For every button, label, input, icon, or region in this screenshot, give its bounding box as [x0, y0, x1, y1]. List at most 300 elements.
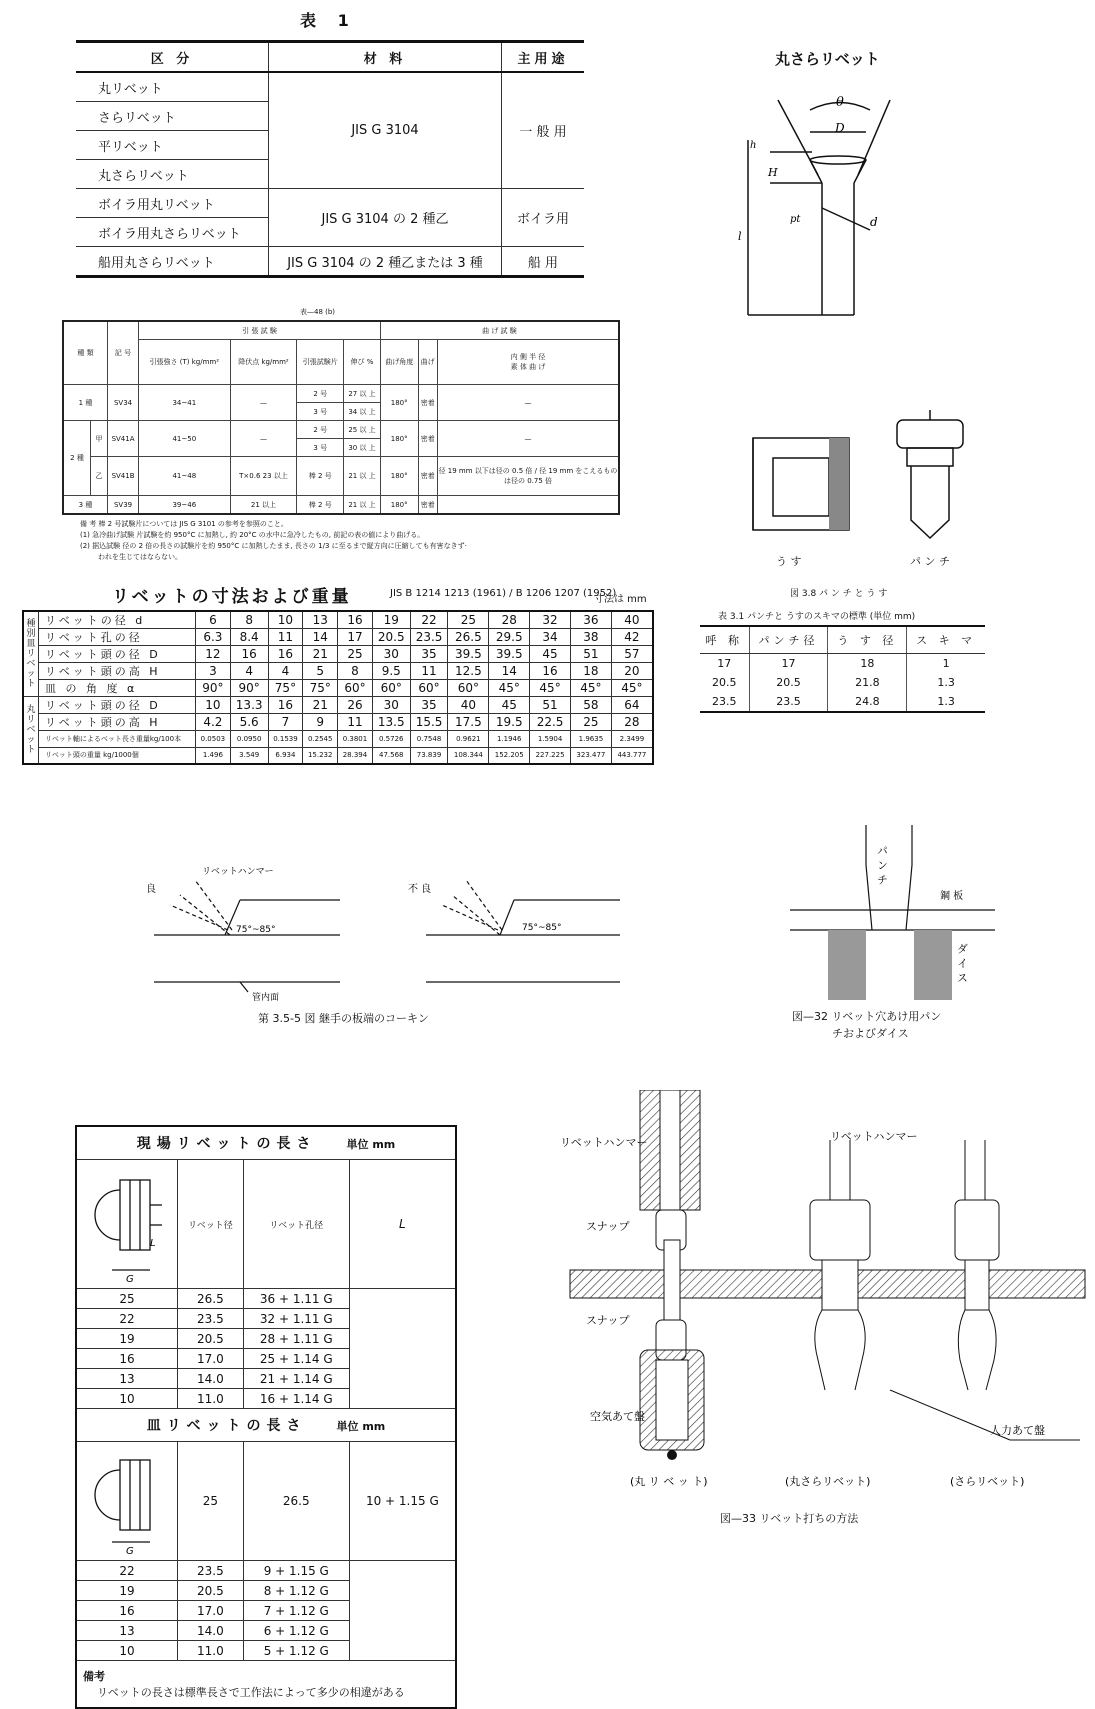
table-row: [76, 1389, 456, 1409]
label-G: G: [126, 1274, 134, 1285]
countersunk-title: 皿リベットの長さ 単位 mm: [76, 1409, 456, 1442]
table-row: [23, 611, 653, 629]
caption-countersunk: (さらリベット): [950, 1475, 1025, 1488]
table-cell: 90°: [196, 680, 231, 697]
cell: 23.5: [178, 1561, 244, 1581]
cell: 7 + 1.12 G: [243, 1601, 349, 1621]
label-punch-vert: パ ン チ: [875, 845, 889, 885]
header-nominal: 呼 称: [700, 626, 749, 654]
cell: 10 + 1.15 G: [349, 1442, 456, 1561]
table-cell: 21: [303, 646, 338, 663]
table-cell: 0.0503: [196, 731, 231, 748]
label-snap-top: スナップ: [586, 1220, 630, 1233]
punch-clearance-table: [700, 625, 985, 713]
table-cell: 25: [338, 646, 373, 663]
note-line: (1) 急冷曲げ試験 片試験を約 950°C に加熱し, 約 20°C の水中に急冷したもの, 前記の表の値により曲げる。: [80, 531, 425, 539]
label-snap-bottom: スナップ: [586, 1314, 630, 1327]
label-good: 良: [146, 884, 156, 895]
radius-cell: 径 19 mm 以下は径の 0.5 倍 / 径 19 mm をこえるものは径の 0.75 倍: [438, 457, 620, 496]
table-cell: 443.777: [611, 747, 653, 764]
cell: 17.0: [178, 1601, 244, 1621]
radius-cell: [438, 496, 620, 515]
table-cell: 22: [410, 611, 448, 629]
table-cell: 4: [268, 663, 303, 680]
cell: 6 + 1.12 G: [243, 1621, 349, 1641]
elong-cell: 21 以 上: [344, 496, 381, 515]
label-usu: う す: [776, 555, 802, 568]
table-cell: 25: [570, 714, 611, 731]
table-cell: 0.7548: [410, 731, 448, 748]
cell: 20.5: [749, 673, 828, 692]
table-cell: 11: [410, 663, 448, 680]
table-cell: 19.5: [489, 714, 530, 731]
row-label: リベット頭の重量 kg/1000個: [39, 747, 196, 764]
table-cell: 45: [530, 646, 571, 663]
cell: 20.5: [178, 1581, 244, 1601]
material-cell: JIS G 3104: [269, 72, 502, 189]
cell: 16 + 1.14 G: [243, 1389, 349, 1409]
side-label: 丸リベット: [23, 697, 39, 765]
use-cell: 一 般 用: [502, 72, 585, 189]
table-cell: 16: [338, 611, 373, 629]
way-cell: 密着: [418, 496, 437, 515]
cell: 10: [76, 1641, 178, 1661]
table-cell: 11: [338, 714, 373, 731]
header-rivet-dia: リベット径: [178, 1160, 244, 1289]
cell: 32 + 1.11 G: [243, 1309, 349, 1329]
row-name: 丸さらリベット: [76, 160, 269, 189]
material-table: [76, 40, 584, 278]
table-row: [23, 697, 653, 714]
table-cell: 6.934: [268, 747, 303, 764]
header-use: 主用途: [502, 42, 585, 73]
radius-cell: —: [438, 385, 620, 421]
table-cell: 47.568: [372, 747, 410, 764]
table-cell: 35: [410, 697, 448, 714]
cell: 24.8: [828, 692, 907, 712]
spec-cell: 2 号: [297, 385, 344, 403]
table-cell: 60°: [410, 680, 448, 697]
table-cell: 13.3: [230, 697, 268, 714]
table1-title: 表 1: [300, 11, 357, 30]
label-H: H: [768, 166, 778, 179]
table-cell: 8: [338, 663, 373, 680]
bend-test-table: [62, 320, 620, 515]
table-cell: 45°: [570, 680, 611, 697]
table-cell: 13.5: [372, 714, 410, 731]
table-row: [23, 731, 653, 748]
table-cell: 16: [268, 697, 303, 714]
table-cell: 1.496: [196, 747, 231, 764]
symbol-cell: SV41B: [108, 457, 139, 496]
table-row: [76, 1309, 456, 1329]
strength-cell: 41~48: [139, 457, 230, 496]
cell: 21.8: [828, 673, 907, 692]
label-hammer-right: リベットハンマー: [830, 1130, 918, 1143]
punch-table-title: 表 3.1 パンチと うすのスキマの標準 (単位 mm): [718, 612, 916, 622]
elong-cell: 21 以 上: [344, 457, 381, 496]
remarks: 備考 リベットの長さは標準長さで工作法によって多少の相違がある: [76, 1661, 456, 1709]
label-l: l: [738, 230, 742, 243]
table-cell: 9: [303, 714, 338, 731]
table-cell: 38: [570, 629, 611, 646]
table-cell: 25: [448, 611, 489, 629]
table-row: [76, 1621, 456, 1641]
table-row: [23, 663, 653, 680]
table-cell: 19: [372, 611, 410, 629]
yield-cell: —: [230, 385, 297, 421]
h-yield: 降伏点 kg/mm²: [230, 340, 297, 385]
cell: 1.3: [907, 673, 985, 692]
table-cell: 29.5: [489, 629, 530, 646]
cell: 16: [76, 1349, 178, 1369]
label-pt: pt: [790, 214, 801, 225]
table-cell: 60°: [448, 680, 489, 697]
riveting-method-drawing: [560, 1090, 1090, 1490]
table-cell: 45: [489, 697, 530, 714]
table-cell: 4: [230, 663, 268, 680]
yield-cell: 21 以上: [230, 496, 297, 515]
round-rivet-sketch: [76, 1160, 178, 1289]
table-cell: 1.9635: [570, 731, 611, 748]
table-cell: 12.5: [448, 663, 489, 680]
row-label: リベット孔の径: [39, 629, 196, 646]
label-G2: G: [126, 1546, 134, 1557]
cell: 11.0: [178, 1641, 244, 1661]
table-cell: 36: [570, 611, 611, 629]
angle-cell: 180°: [380, 496, 418, 515]
caption-round: (丸 リ ベ ッ ト): [630, 1475, 708, 1488]
table-cell: 17.5: [448, 714, 489, 731]
countersunk-rivet-drawing: [730, 80, 920, 325]
header-punch-dia: パンチ径: [749, 626, 828, 654]
table-cell: 30: [372, 646, 410, 663]
table-cell: 17: [338, 629, 373, 646]
rivet-table-title: リベットの寸法および重量: [112, 587, 352, 607]
yield-cell: —: [230, 421, 297, 457]
h-symbol: 記 号: [108, 321, 139, 385]
strength-cell: 41~50: [139, 421, 230, 457]
table-cell: 16: [530, 663, 571, 680]
table-cell: 3.549: [230, 747, 268, 764]
table-cell: 28: [489, 611, 530, 629]
strength-cell: 39~46: [139, 496, 230, 515]
table-cell: 15.232: [303, 747, 338, 764]
spec-cell: 3 号: [297, 403, 344, 421]
cell: 13: [76, 1369, 178, 1389]
elong-cell: 25 以 上: [344, 421, 381, 439]
cell: 25: [178, 1442, 244, 1561]
table-cell: 21: [303, 697, 338, 714]
table-cell: 64: [611, 697, 653, 714]
kind-cell: 2 種: [63, 421, 91, 496]
header-material: 材 料: [269, 42, 502, 73]
table-row: [76, 1561, 456, 1581]
yield-cell: T×0.6 23 以上: [230, 457, 297, 496]
table-cell: 20.5: [372, 629, 410, 646]
table-cell: 34: [530, 629, 571, 646]
table-cell: 16: [268, 646, 303, 663]
use-cell: 船 用: [502, 247, 585, 277]
table-cell: 26: [338, 697, 373, 714]
row-label: リベット頭の径 D: [39, 646, 196, 663]
h-strength: 引張強さ (T) kg/mm²: [139, 340, 230, 385]
table-cell: 45°: [489, 680, 530, 697]
rivet-dimension-table: [22, 610, 654, 765]
table-row: [23, 629, 653, 646]
table-cell: 3: [196, 663, 231, 680]
table-cell: 28: [611, 714, 653, 731]
side-label: 種別皿リベット: [23, 611, 39, 697]
table-row: [76, 1581, 456, 1601]
label-hammer-left: リベットハンマー: [560, 1136, 648, 1149]
cell: 9 + 1.15 G: [243, 1561, 349, 1581]
cell: 1: [907, 654, 985, 674]
label-punch: パ ン チ: [910, 555, 950, 568]
cell: 14.0: [178, 1369, 244, 1389]
table-row: [23, 646, 653, 663]
elong-cell: 34 以 上: [344, 403, 381, 421]
row-label: リベット頭の径 D: [39, 697, 196, 714]
table-cell: 15.5: [410, 714, 448, 731]
table-cell: 20: [611, 663, 653, 680]
table-cell: 12: [196, 646, 231, 663]
row-label: リベット軸によるベット長さ重量kg/100本: [39, 731, 196, 748]
table-cell: 73.839: [410, 747, 448, 764]
calking-caption: 第 3.5-5 図 継手の板端のコーキン: [258, 1012, 429, 1025]
table-cell: 6.3: [196, 629, 231, 646]
sub-cell: 乙: [91, 457, 108, 496]
table-cell: 40: [448, 697, 489, 714]
cell: 36 + 1.11 G: [243, 1289, 349, 1309]
table-cell: 13: [303, 611, 338, 629]
header-usu-dia: う す 径: [828, 626, 907, 654]
cell: 17: [749, 654, 828, 674]
cell: 23.5: [749, 692, 828, 712]
material-cell: JIS G 3104 の 2 種乙: [269, 189, 502, 247]
table-row: [76, 1349, 456, 1369]
unit-note: 寸法は mm: [594, 594, 647, 605]
way-cell: 密着: [418, 457, 437, 496]
table-cell: 0.9621: [448, 731, 489, 748]
caption-round-countersunk: (丸さらリベット): [785, 1475, 871, 1488]
label-h: h: [750, 140, 757, 151]
table-cell: 0.5726: [372, 731, 410, 748]
table-cell: 8: [230, 611, 268, 629]
table-cell: 51: [530, 697, 571, 714]
table-cell: 60°: [372, 680, 410, 697]
table-cell: 35: [410, 646, 448, 663]
table-cell: 26.5: [448, 629, 489, 646]
elong-cell: 27 以 上: [344, 385, 381, 403]
way-cell: 密着: [418, 421, 437, 457]
cell: 8 + 1.12 G: [243, 1581, 349, 1601]
symbol-cell: SV34: [108, 385, 139, 421]
label-plate: 鋼 板: [940, 891, 964, 902]
table-cell: 30: [372, 697, 410, 714]
row-label: リベット頭の高 H: [39, 663, 196, 680]
row-name: さらリベット: [76, 102, 269, 131]
cell: 19: [76, 1329, 178, 1349]
h-inner: 内 側 半 径 素 体 曲 げ: [438, 340, 620, 385]
header-hole-dia: リベット孔径: [243, 1160, 349, 1289]
table-row: [76, 1289, 456, 1309]
field-rivet-table: [75, 1125, 457, 1709]
bend-table-title: 表—48 (b): [300, 308, 336, 316]
table-cell: 0.3801: [338, 731, 373, 748]
table-row: [23, 680, 653, 697]
punch-fig-caption: 図 3.8 パ ン チ と う す: [790, 589, 888, 599]
label-angle-good: 75°~85°: [236, 925, 276, 935]
rivet-hole-punch-drawing: [790, 825, 1000, 1005]
table-cell: 10: [268, 611, 303, 629]
label-D: D: [835, 121, 845, 135]
table-cell: 0.1539: [268, 731, 303, 748]
table-cell: 0.0950: [230, 731, 268, 748]
row-label: リベットの径 d: [39, 611, 196, 629]
table-row: [23, 747, 653, 764]
cell: 17: [717, 657, 732, 670]
table-cell: 28.394: [338, 747, 373, 764]
cell: 17.0: [178, 1349, 244, 1369]
table-cell: 8.4: [230, 629, 268, 646]
elong-cell: 30 以 上: [344, 439, 381, 457]
punch-and-die-drawing: [745, 410, 985, 550]
bend-notes: [80, 519, 640, 563]
table-cell: 108.344: [448, 747, 489, 764]
table-cell: 227.225: [530, 747, 571, 764]
table-cell: 5: [303, 663, 338, 680]
countersunk-rivet-sketch: [76, 1442, 178, 1561]
table-cell: 11: [268, 629, 303, 646]
field-title: 現場リベットの長さ 単位 mm: [76, 1126, 456, 1160]
row-name: ボイラ用丸リベット: [76, 189, 269, 218]
note-line: われを生じてはならない。: [98, 553, 182, 561]
cell: 25: [76, 1289, 178, 1309]
label-manual-dolly: 人力あて盤: [990, 1424, 1045, 1437]
row-name: 平リベット: [76, 131, 269, 160]
table-cell: 7: [268, 714, 303, 731]
cell: 11.0: [178, 1389, 244, 1409]
label-theta: θ: [836, 95, 844, 110]
h-bendway: 曲げ: [418, 340, 437, 385]
header-category: 区 分: [76, 42, 269, 73]
cell: 22: [76, 1309, 178, 1329]
table-cell: 32: [530, 611, 571, 629]
table-cell: 14: [489, 663, 530, 680]
label-hammer: リベットハンマー: [202, 867, 274, 877]
header-L: L: [349, 1160, 456, 1289]
label-L: L: [150, 1238, 156, 1249]
cell: 20.5: [178, 1329, 244, 1349]
table-cell: 9.5: [372, 663, 410, 680]
table-cell: 1.1946: [489, 731, 530, 748]
angle-cell: 180°: [380, 457, 418, 496]
table-cell: 5.6: [230, 714, 268, 731]
way-cell: 密着: [418, 385, 437, 421]
strength-cell: 34~41: [139, 385, 230, 421]
table-cell: 18: [570, 663, 611, 680]
cell: 5 + 1.12 G: [243, 1641, 349, 1661]
h-specimen: 引張試験片: [297, 340, 344, 385]
h-tension: 引 張 試 験: [139, 321, 381, 340]
cell: 26.5: [178, 1289, 244, 1309]
punch-die-caption1: 図—32 リベット穴あけ用パン: [792, 1010, 942, 1023]
label-angle-bad: 75°~85°: [522, 923, 562, 933]
table-row: [76, 1369, 456, 1389]
table-row: [76, 1641, 456, 1661]
cell: 22: [76, 1561, 178, 1581]
table-cell: 60°: [338, 680, 373, 697]
table-cell: 39.5: [489, 646, 530, 663]
spec-cell: 3 号: [297, 439, 344, 457]
angle-cell: 180°: [380, 385, 418, 421]
table-cell: 57: [611, 646, 653, 663]
label-die: ダ イ ス: [955, 943, 969, 983]
cell: 28 + 1.11 G: [243, 1329, 349, 1349]
use-cell: ボイラ用: [502, 189, 585, 247]
cell: 18: [828, 654, 907, 674]
spec-cell: 棒 2 号: [297, 496, 344, 515]
jis-ref: JIS B 1214 1213 (1961) / B 1206 1207 (1952): [390, 588, 617, 599]
table-cell: 42: [611, 629, 653, 646]
h-elong: 伸び %: [344, 340, 381, 385]
row-label: リベット頭の高 H: [39, 714, 196, 731]
table-cell: 14: [303, 629, 338, 646]
table-cell: 45°: [530, 680, 571, 697]
table-cell: 152.205: [489, 747, 530, 764]
angle-cell: 180°: [380, 421, 418, 457]
note-line: 備 考 棒 2 号試験片については JIS G 3101 の参考を参照のこと。: [80, 520, 288, 528]
table-cell: 75°: [303, 680, 338, 697]
cell: 21 + 1.14 G: [243, 1369, 349, 1389]
kind-cell: 1 種: [63, 385, 108, 421]
label-inner: 管内面: [252, 993, 280, 1003]
cell: 23.5: [178, 1309, 244, 1329]
table-row: [23, 714, 653, 731]
radius-cell: —: [438, 421, 620, 457]
row-name: 船用丸さらリベット: [76, 247, 269, 277]
sub-cell: 甲: [91, 421, 108, 457]
table-cell: 16: [230, 646, 268, 663]
note-line: (2) 据込試験 径の 2 倍の長さの試験片を約 950°C に加熱したまま, 長さの 1/3 に至るまで縦方向に圧縮しても有害なきず·: [80, 542, 467, 550]
symbol-cell: SV41A: [108, 421, 139, 457]
cell: 16: [76, 1601, 178, 1621]
header-clearance: ス キ マ: [907, 626, 985, 654]
h-kind: 種 類: [63, 321, 108, 385]
spec-cell: 2 号: [297, 421, 344, 439]
row-name: 丸リベット: [76, 72, 269, 102]
table-cell: 40: [611, 611, 653, 629]
table-row: [76, 1329, 456, 1349]
label-d: d: [870, 215, 878, 229]
table-row: [76, 1601, 456, 1621]
table-cell: 10: [196, 697, 231, 714]
cell: 13: [76, 1621, 178, 1641]
cell: 26.5: [243, 1442, 349, 1561]
punch-die-caption2: チおよびダイス: [832, 1027, 909, 1040]
label-air-dolly: 空気あて盤: [590, 1410, 645, 1423]
table-cell: 23.5: [410, 629, 448, 646]
table-cell: 2.3499: [611, 731, 653, 748]
row-name: ボイラ用丸さらリベット: [76, 218, 269, 247]
table-cell: 6: [196, 611, 231, 629]
label-bad: 不 良: [408, 884, 432, 895]
table-cell: 39.5: [448, 646, 489, 663]
cell: 20.5: [712, 676, 737, 689]
cell: 23.5: [712, 695, 737, 708]
countersunk-title: 丸さらリベット: [775, 50, 880, 68]
